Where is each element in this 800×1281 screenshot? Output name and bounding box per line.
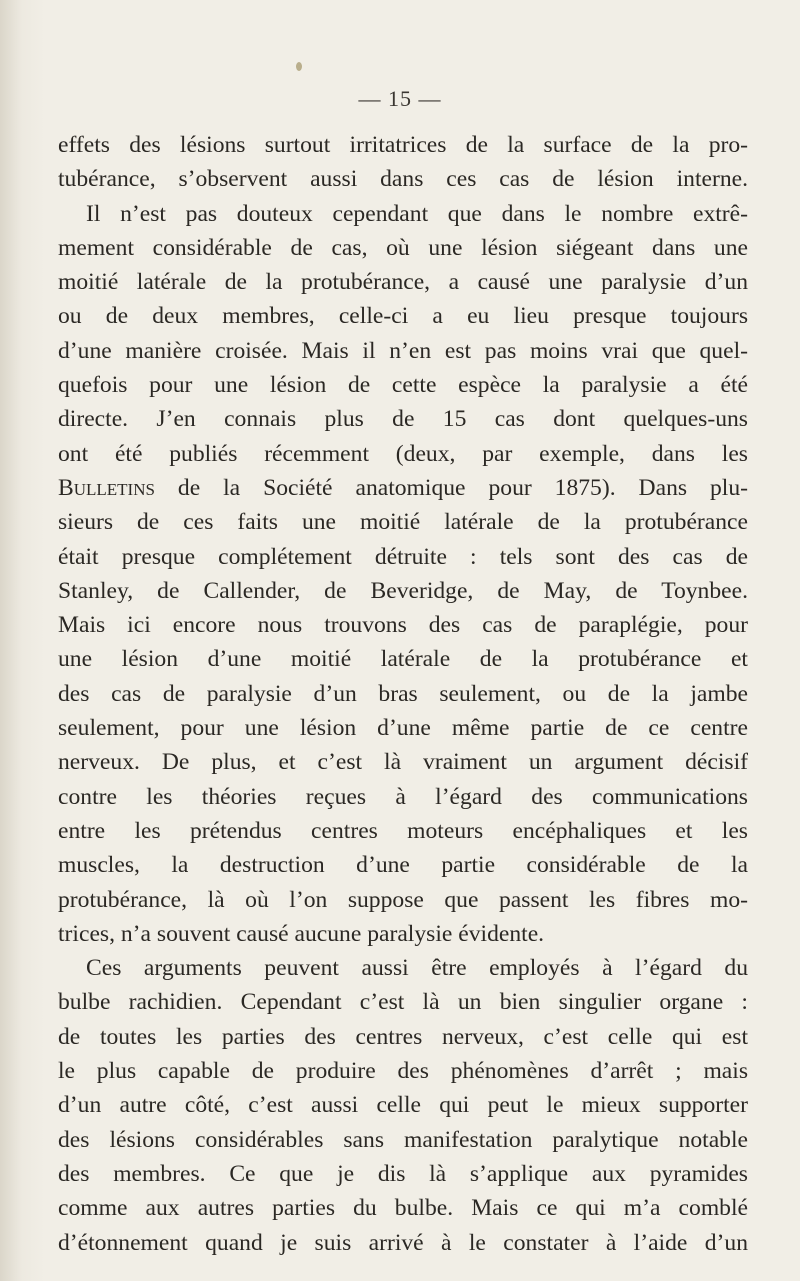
text-line: une lésion d’une moitié latérale de la protubérance et bbox=[58, 646, 748, 673]
text-line: Ces arguments peuvent aussi être employés à l’égard du bbox=[86, 955, 748, 982]
text-line: trices, n’a souvent causé aucune paralysie évidente. bbox=[58, 920, 545, 947]
text-line: seulement, pour une lésion d’une même partie de ce centre bbox=[58, 715, 748, 742]
text-line: des lésions considérables sans manifestation paralytique notable bbox=[58, 1126, 748, 1153]
text-line: protubérance, là où l’on suppose que passent les fibres mo- bbox=[58, 886, 748, 913]
text-line: d’étonnement quand je suis arrivé à le constater à l’aide d’un bbox=[58, 1229, 748, 1256]
text-line: Mais ici encore nous trouvons des cas de paraplégie, pour bbox=[58, 612, 748, 639]
page-number: — 15 — bbox=[358, 86, 442, 111]
text-line: mement considérable de cas, où une lésion siégeant dans une bbox=[58, 234, 748, 261]
text-line: effets des lésions surtout irritatrices de la surface de la pro- bbox=[58, 132, 748, 158]
text-line: des membres. Ce que je dis là s’applique aux pyramides bbox=[58, 1160, 748, 1187]
text-line: bulbe rachidien. Cependant c’est là un bien singulier organe : bbox=[58, 989, 748, 1016]
text-line: nerveux. De plus, et c’est là vraiment un argument décisif bbox=[58, 749, 748, 776]
text-line: moitié latérale de la protubérance, a causé une paralysie d’un bbox=[58, 269, 748, 296]
text-line: ou de deux membres, celle-ci a eu lieu presque toujours bbox=[58, 303, 748, 330]
body-text bbox=[58, 128, 748, 1260]
text-line: tubérance, s’observent aussi dans ces cas de lésion interne. bbox=[58, 166, 748, 193]
text-line: sieurs de ces faits une moitié latérale de la protubérance bbox=[58, 509, 748, 536]
text-line: Il n’est pas douteux cependant que dans le nombre extrê- bbox=[86, 200, 748, 227]
text-line: le plus capable de produire des phénomènes d’arrêt ; mais bbox=[58, 1058, 748, 1085]
text-line: des cas de paralysie d’un bras seulement, ou de la jambe bbox=[58, 680, 748, 707]
paper-speck bbox=[296, 62, 302, 71]
text-line: d’une manière croisée. Mais il n’en est pas moins vrai que quel- bbox=[58, 337, 748, 364]
text-line: entre les prétendus centres moteurs encéphaliques et les bbox=[58, 817, 748, 844]
text-line-bulletins bbox=[58, 471, 748, 505]
text-line: de toutes les parties des centres nerveux, c’est celle qui est bbox=[58, 1023, 748, 1050]
text-line: quefois pour une lésion de cette espèce la paralysie a été bbox=[58, 372, 748, 399]
bulletins-rest: de la Société anatomique pour 1875). Dans plu- bbox=[154, 474, 748, 501]
text-line: ont été publiés récemment (deux, par exemple, dans les bbox=[58, 440, 748, 467]
text-line: Stanley, de Callender, de Beveridge, de May, de Toynbee. bbox=[58, 577, 748, 604]
text-line: était presque complétement détruite : tels sont des cas de bbox=[58, 543, 748, 570]
bulletins-title: Bulletins bbox=[58, 474, 155, 501]
text-line: directe. J’en connais plus de 15 cas dont quelques-uns bbox=[58, 406, 748, 433]
text-line: contre les théories reçues à l’égard des communications bbox=[58, 783, 748, 810]
text-line: muscles, la destruction d’une partie considérable de la bbox=[58, 852, 748, 879]
text-line: d’un autre côté, c’est aussi celle qui peut le mieux supporter bbox=[58, 1092, 748, 1119]
text-line: comme aux autres parties du bulbe. Mais ce qui m’a comblé bbox=[58, 1195, 748, 1222]
